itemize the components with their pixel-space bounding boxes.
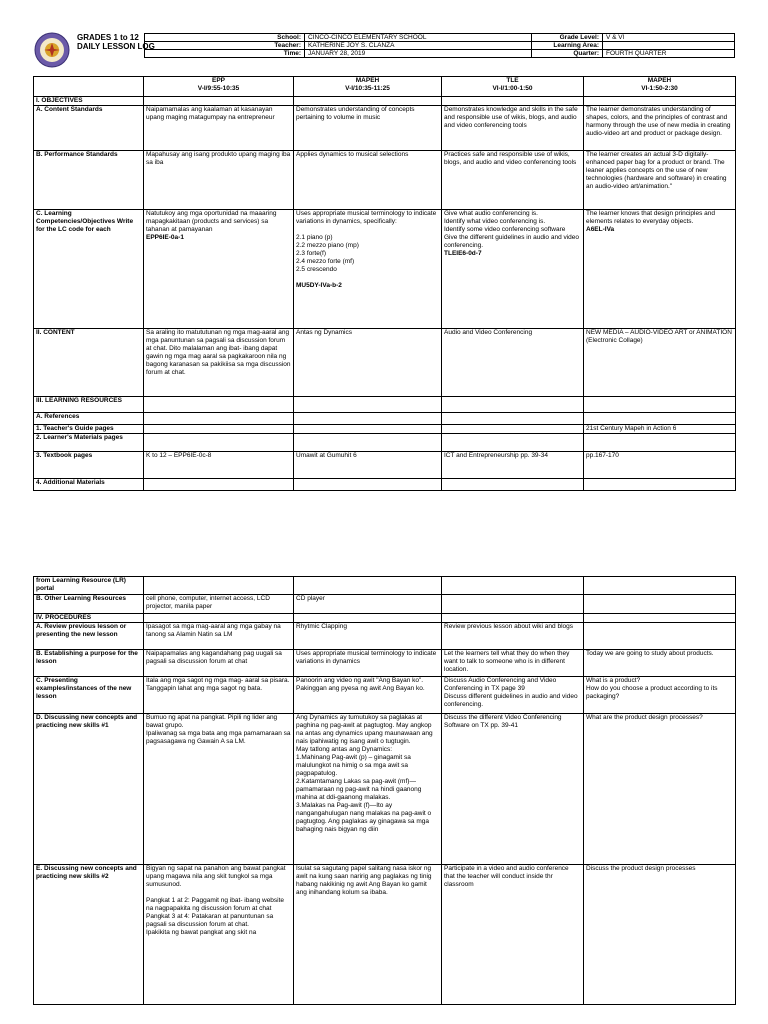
competency-code-tle: TLEIE6-0d-7 [444, 250, 482, 257]
additional-materials-label: 4. Additional Materials [34, 479, 144, 491]
performance-standard-tle: Practices safe and responsible use of wikis, blogs, and audio and video conferencing tools [442, 151, 584, 210]
col3-time: VI-I/1:00-1:50 [492, 85, 533, 92]
time-label: Time: [145, 50, 305, 58]
textbook-label: 3. Textbook pages [34, 452, 144, 479]
lm-mapeh6 [584, 434, 736, 452]
tb-mapeh6: pp.167-170 [584, 452, 736, 479]
page-2 [0, 548, 768, 1024]
examples-mapeh5: Panoorin ang video ng awit "Ang Bayan ko". Pakinggan ang pyesa ng awit Ang Bayan ko. [294, 677, 442, 714]
quarter-label: Quarter: [532, 50, 603, 58]
purpose-row [34, 650, 736, 677]
competency-code-mapeh6: A6EL-IVa [586, 226, 615, 233]
performance-standard-mapeh6: The learner creates an actual 3-D digitally-enhanced paper bag for a product or brand. The leaner applies concepts on the use of new technologies (hardware and software) in creating an audio-video art/animation." [584, 151, 736, 210]
quarter-value: FOURTH QUARTER [603, 50, 735, 58]
tg-tle [442, 425, 584, 434]
discuss1-label: D. Discussing new concepts and practicing new skills #1 [34, 714, 144, 865]
tb-epp: K to 12 – EPP6IE-0c-8 [144, 452, 294, 479]
competency-epp: Natutukoy ang mga oportunidad na maaaring mapagkakitaan (products and services) sa tahanan at pamayanan [146, 210, 277, 233]
textbook-row [34, 452, 736, 479]
grade-label: Grade Level: [532, 34, 603, 42]
discuss1-row [34, 714, 736, 865]
learners-materials-row [34, 434, 736, 452]
purpose-mapeh5: Uses appropriate musical terminology to indicate variations in dynamics [294, 650, 442, 677]
lesson-log-table-part-2 [33, 576, 736, 1005]
discuss2-mapeh5: Isulat sa sagutang papel salitang nasa iskor ng awit na kung saan naririg ang paglakas ng tinig habang nakikinig ng awit Ang Bayan ko gamit ang inihandang kolum sa ibaba. [294, 865, 442, 1005]
teacher-value: KATHERINE JOY S. CLANZA [305, 42, 532, 50]
purpose-tle: Let the learners tell what they do when they want to talk to someone who is in different location. [442, 650, 584, 677]
grade-value: V & VI [603, 34, 735, 42]
content-standard-epp: Naipamamalas ang kaalaman at kasanayan upang maging matagumpay na entrepreneur [144, 106, 294, 151]
discuss2-tle: Participate in a video and audio conference that the teacher will conduct inside thr classroom [442, 865, 584, 1005]
examples-label: C. Presenting examples/instances of the new lesson [34, 677, 144, 714]
lesson-log-table-part-1 [33, 76, 736, 491]
other-resources-row [34, 595, 736, 614]
discuss2-label: E. Discussing new concepts and practicing new skills #2 [34, 865, 144, 1005]
title-line-1: GRADES 1 to 12 [77, 33, 139, 42]
content-epp: Sa araling ito matututunan ng mga mag-aaral ang mga panuntunan sa pagsali sa discussion forum at chat. Dito malalaman ang ibat- ibang dapat gawin ng mga mag aaral sa pagkakaroon nila ng bagong karanasan sa pakikiisa sa mga discussion forum at chat. [144, 329, 294, 397]
lm-epp [144, 434, 294, 452]
competencies-label: C. Learning Competencies/Objectives Write for the LC code for each [34, 210, 144, 329]
objectives-heading: I. OBJECTIVES [34, 97, 144, 106]
other-epp: cell phone, computer, internet access, LCD projector, manila paper [144, 595, 294, 614]
other-mapeh6 [584, 595, 736, 614]
review-mapeh5: Rhytmic Clapping [294, 623, 442, 650]
content-row [34, 329, 736, 397]
content-standards-row [34, 106, 736, 151]
discuss1-mapeh5: Ang Dynamics ay tumutukoy sa paglakas at paghina ng pag-awit at pagtugtog. May angkop na antas ang dynamics upang maunawaan ang nais ipahiwatig ng isang awit o tugtugin. May tatlong antas ang Dynamics: 1.Mahinang Pag-awit (p) – ginagamit sa malulungkot na himig o sa mga awit sa pagpapatulog. 2.Katamtamang Lakas sa pag-awit (mf)— pamamaraan ng pag-awit na hindi gaanong mahina at ddi-gaanong malakas. 3.Malakas na Pag-awit (f)—Ito ay nangangahulugan nang malakas na pag-awit o pagtugtog. Ang paglakas ay ginagawa sa mga bahaging nais bigyan ng diin [294, 714, 442, 865]
discuss1-epp: Bumuo ng apat na pangkat. Pipili ng lider ang bawat grupo. Ipaliwanag sa mga bata ang mga pamamaraan sa pagsasagawa ng Gawain A sa LM. [144, 714, 294, 865]
lm-mapeh5 [294, 434, 442, 452]
performance-standards-row [34, 151, 736, 210]
references-label: A. References [34, 413, 144, 425]
review-tle: Review previous lesson about wiki and blogs [442, 623, 584, 650]
col4-subject: MAPEH [647, 77, 672, 84]
competency-tle: Give what audio conferencing is. Identify what video conferencing is. Identify some video conferencing software Give the different guidelines in audio and video conferencing. [444, 210, 580, 249]
competencies-row [34, 210, 736, 329]
performance-standards-label: B. Performance Standards [34, 151, 144, 210]
title-line-2: DAILY LESSON LOG [77, 42, 155, 51]
examples-epp: Itala ang mga sagot ng mga mag- aaral sa pisara. Tanggapin lahat ang mga sagot ng bata. [144, 677, 294, 714]
teachers-guide-row [34, 425, 736, 434]
time-value: JANUARY 28, 2019 [305, 50, 532, 58]
performance-standard-epp: Mapahusay ang isang produkto upang maging iba sa iba [144, 151, 294, 210]
content-standards-label: A. Content Standards [34, 106, 144, 151]
content-label: II. CONTENT [34, 329, 144, 397]
content-standard-mapeh6: The learner demonstrates understanding of shapes, colors, and the principles of contrast and harmony through the use of new media in creating audio-video art and product or package design. [584, 106, 736, 151]
teacher-label: Teacher: [145, 42, 305, 50]
examples-row [34, 677, 736, 714]
other-resources-label: B. Other Learning Resources [34, 595, 144, 614]
review-row [34, 623, 736, 650]
resources-heading: III. LEARNING RESOURCES [34, 397, 144, 413]
tg-mapeh5 [294, 425, 442, 434]
col1-time: V-I/9:55-10:35 [197, 85, 240, 92]
discuss1-tle: Discuss the different Video Conferencing Software on TX pp. 39-41 [442, 714, 584, 865]
school-label: School: [145, 34, 305, 42]
tg-mapeh6: 21st Century Mapeh in Action 6 [584, 425, 736, 434]
learners-materials-label: 2. Learner's Materials pages [34, 434, 144, 452]
col4-time: VI-1:50-2:30 [641, 85, 678, 92]
school-value: CINCO-CINCO ELEMENTARY SCHOOL [305, 34, 532, 42]
school-info-table [144, 33, 735, 58]
discuss2-row [34, 865, 736, 1005]
procedures-heading: IV. PROCEDURES [34, 614, 144, 623]
examples-tle: Discuss Audio Conferencing and Video Conferencing in TX page 39 Discuss different guidelines in audio and video conferencing. [442, 677, 584, 714]
tg-epp [144, 425, 294, 434]
discuss2-mapeh6: Discuss the product design processes [584, 865, 736, 1005]
purpose-epp: Naipapamalas ang kagandahang pag uugali sa pagsali sa discussion forum at chat [144, 650, 294, 677]
teachers-guide-label: 1. Teacher's Guide pages [34, 425, 144, 434]
other-tle [442, 595, 584, 614]
purpose-mapeh6: Today we are going to study about products. [584, 650, 736, 677]
performance-standard-mapeh5: Applies dynamics to musical selections [294, 151, 442, 210]
competency-mapeh5: Uses appropriate musical terminology to indicate variations in dynamics, specifically: 2.1 piano (p) 2.2 mezzo piano (mp) 2.3 forte(f) 2.4 mezzo forte (mf) 2.5 crescendo [296, 210, 437, 273]
content-mapeh6: NEW MEDIA – AUDIO-VIDEO ART or ANIMATION (Electronic Collage) [584, 329, 736, 397]
content-standard-mapeh5: Demonstrates understanding of concepts pertaining to volume in music [294, 106, 442, 151]
col1-subject: EPP [211, 77, 225, 84]
content-mapeh5: Antas ng Dynamics [294, 329, 442, 397]
content-standard-tle: Demonstrates knowledge and skills in the safe and responsible use of wikis, blogs, and audio and video conferencing tools [442, 106, 584, 151]
tb-tle: ICT and Entrepreneurship pp. 39-34 [442, 452, 584, 479]
col3-subject: TLE [506, 77, 519, 84]
review-epp: Ipasagot sa mga mag-aaral ang mga gabay na tanong sa Alamin Natin sa LM [144, 623, 294, 650]
col2-subject: MAPEH [355, 77, 380, 84]
area-label: Learning Area: [532, 42, 603, 50]
lm-tle [442, 434, 584, 452]
content-tle: Audio and Video Conferencing [442, 329, 584, 397]
tb-mapeh5: Umawit at Gumuhit 6 [294, 452, 442, 479]
col2-time: V-I/10:35-11:25 [345, 85, 390, 92]
discuss2-epp: Bigyan ng sapat na panahon ang bawat pangkat upang magawa nila ang skit tungkol sa mga sumusunod. Pangkat 1 at 2: Paggamit ng ibat- ibang website na nagpapakita ng discussion forum at chat Pangkat 3 at 4: Patakaran at panuntunan sa pagsali sa discussion forum at chat. Ipakikita ng bawat pangkat ang skit na [144, 865, 294, 1005]
discuss1-mapeh6: What are the product design processes? [584, 714, 736, 865]
review-label: A. Review previous lesson or presenting the new lesson [34, 623, 144, 650]
purpose-label: B. Establishing a purpose for the lesson [34, 650, 144, 677]
other-mapeh5: CD player [294, 595, 442, 614]
examples-mapeh6: What is a product? How do you choose a product according to its packaging? [584, 677, 736, 714]
review-mapeh6 [584, 623, 736, 650]
competency-code-mapeh5: MU5DY-IVa-b-2 [296, 282, 342, 289]
competency-code-epp: EPP6IE-0a-1 [146, 234, 184, 241]
lr-portal-label: from Learning Resource (LR) portal [34, 577, 144, 595]
competency-mapeh6: The learner knows that design principles and elements relates to everyday objects. [586, 210, 715, 225]
column-header-row [34, 77, 736, 97]
deped-seal-icon [34, 32, 70, 68]
area-value [603, 42, 735, 50]
